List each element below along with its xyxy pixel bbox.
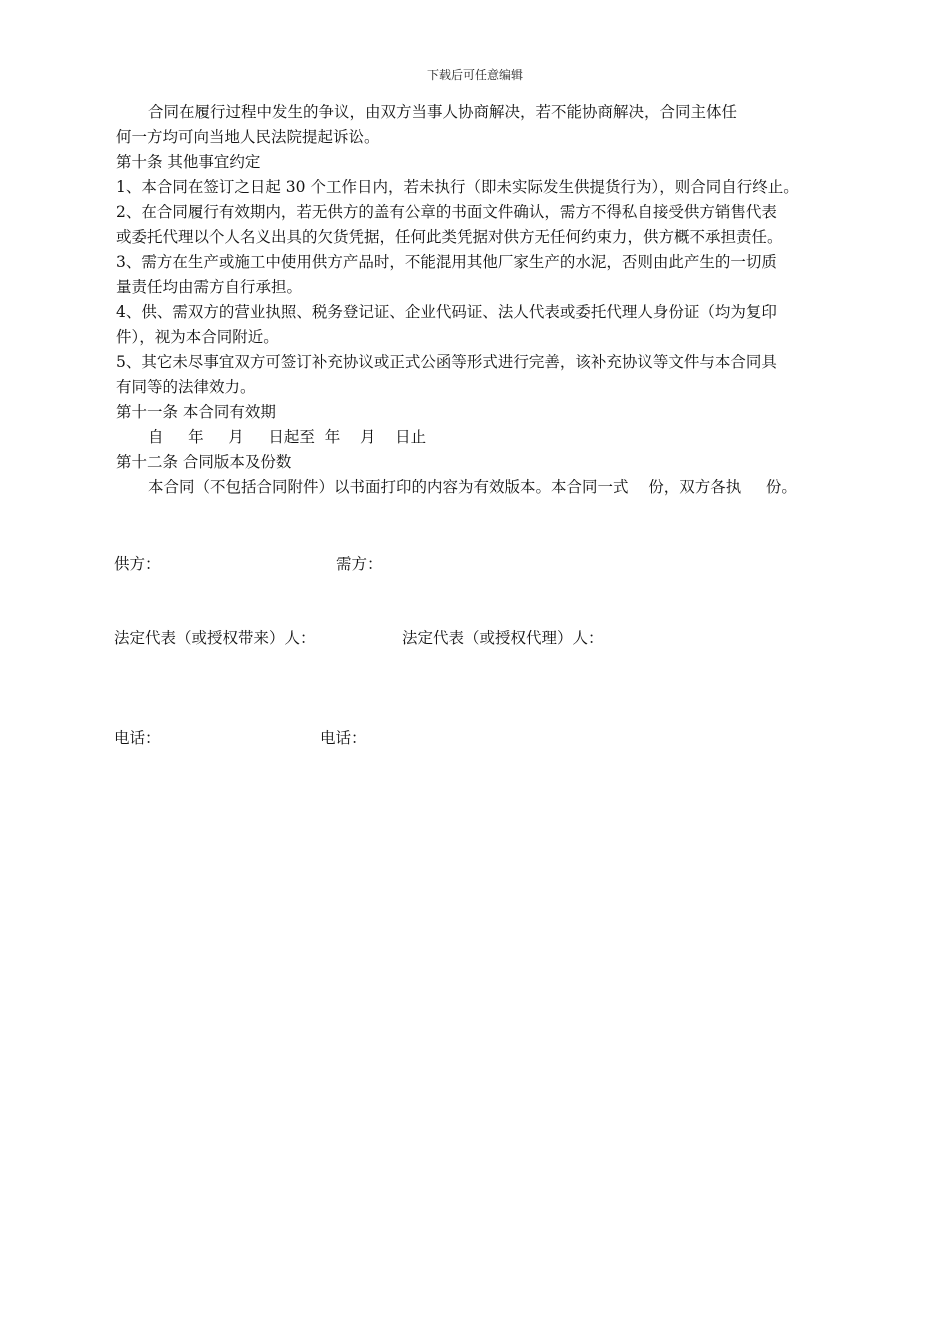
clause-4-line-2: 件），视为本合同附近。 [116,328,279,346]
article-11-heading: 第十一条 本合同有效期 [116,403,276,421]
clause-5-line-1: 5、其它未尽事宜双方可签订补充协议或正式公函等形式进行完善，该补充协议等文件与本合同具 [116,353,777,371]
supplier-rep-label: 法定代表（或授权带来）人： [114,629,316,647]
page-header-note: 下载后可任意编辑 [426,68,523,82]
buyer-phone-label: 电话： [320,729,367,747]
paragraph-dispute-line-2: 何一方均可向当地人民法院提起诉讼。 [116,128,380,146]
copies-clause: 本合同（不包括合同附件）以书面打印的内容为有效版本。本合同一式 份，双方各执 份。 [148,478,797,496]
clause-5-line-2: 有同等的法律效力。 [116,378,256,396]
article-12-heading: 第十二条 合同版本及份数 [116,453,292,471]
clause-3-line-2: 量责任均由需方自行承担。 [116,278,303,296]
buyer-label: 需方： [336,555,383,573]
contract-body [116,100,856,500]
buyer-rep-label: 法定代表（或授权代理）人： [402,629,604,647]
clause-1: 1、本合同在签订之日起 30 个工作日内，若未执行（即未实际发生供提货行为），则合同自行终止。 [116,178,799,196]
clause-2-line-2: 或委托代理以个人名义出具的欠货凭据，任何此类凭据对供方无任何约束力，供方概不承担责任。 [116,228,783,246]
supplier-phone-label: 电话： [114,729,161,747]
clause-4-line-1: 4、供、需双方的营业执照、税务登记证、企业代码证、法人代表或委托代理人身份证（均为复印 [116,303,777,321]
clause-3-line-1: 3、需方在生产或施工中使用供方产品时，不能混用其他厂家生产的水泥，否则由此产生的一切质 [116,253,777,271]
article-10-heading: 第十条 其他事宜约定 [116,153,261,171]
supplier-label: 供方： [114,555,161,573]
validity-period: 自 年 月 日起至 年 月 日止 [148,428,427,446]
clause-2-line-1: 2、在合同履行有效期内，若无供方的盖有公章的书面文件确认，需方不得私自接受供方销售代表 [116,203,777,221]
paragraph-dispute-line-1: 合同在履行过程中发生的争议，由双方当事人协商解决，若不能协商解决，合同主体任 [148,103,738,121]
